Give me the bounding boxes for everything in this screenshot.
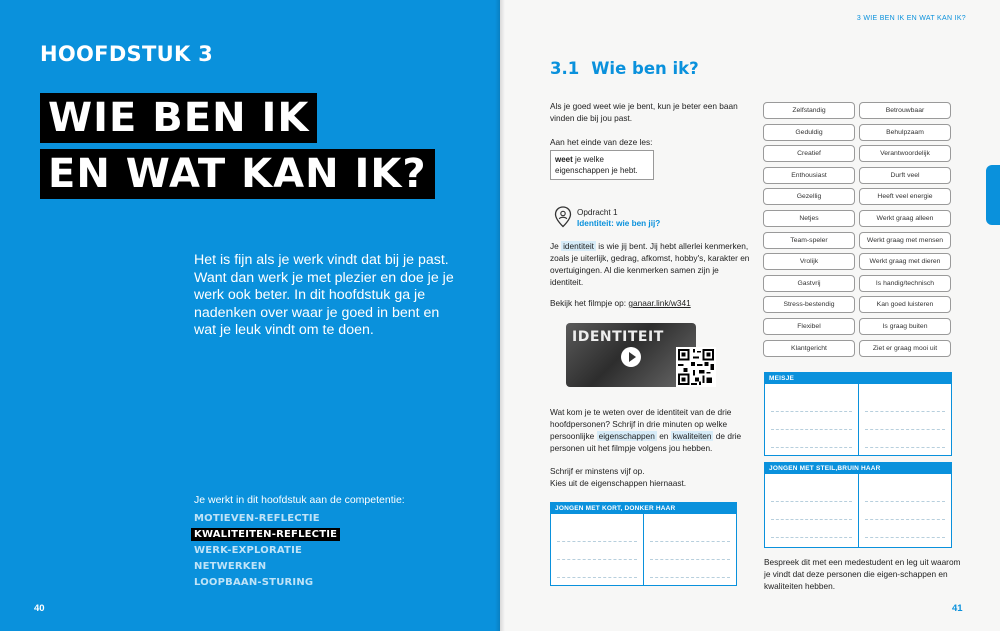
learning-goal-box (550, 150, 654, 180)
term-identiteit: identiteit (563, 241, 594, 251)
trait-chip: Betrouwbaar (859, 102, 951, 119)
page-tab-marker (986, 165, 1000, 225)
trait-chip: Gezellig (763, 188, 855, 205)
trait-chip: Klantgericht (763, 340, 855, 357)
section-number: 3.1 (550, 59, 580, 78)
question-paragraph: Wat kom je te weten over de identiteit van de drie hoofdpersonen? Schrijf in drie minuten op welke persoonlijke eigenschappen en kwaliteiten de drie personen uit het filmpje volgens jou hebben. (550, 407, 742, 453)
competence-item-active: KWALITEITEN-REFLECTIE (194, 527, 340, 543)
book-spine-shadow (495, 0, 505, 631)
competence-item: LOOPBAAN-STURING (194, 577, 314, 588)
goal-text: je welke eigenschappen je hebt. (555, 155, 638, 175)
trait-chip: Stress-bestendig (763, 296, 855, 313)
chapter-title-line-2: EN WAT KAN IK? (40, 149, 435, 199)
answer-column[interactable] (644, 514, 736, 585)
assignment-heading (577, 207, 660, 229)
trait-chip: Team-speler (763, 232, 855, 249)
trait-chip: Enthousiast (763, 167, 855, 184)
page-number-left: 40 (34, 603, 45, 614)
answer-table-jongen-kort (550, 502, 737, 586)
competence-item: WERK-EXPLORATIE (194, 545, 303, 556)
answer-column[interactable] (859, 384, 952, 455)
trait-chip: Verantwoordelijk (859, 145, 951, 162)
intro-paragraph: Als je goed weet wie je bent, kun je beter een baan vinden die bij jou past. (550, 101, 738, 123)
competence-item: MOTIEVEN-REFLECTIE (194, 513, 320, 524)
table-header: MEISJE (765, 373, 951, 384)
trait-chip: Werkt graag met mensen (859, 232, 951, 249)
trait-chip: Kan goed luisteren (859, 296, 951, 313)
trait-chip: Vrolijk (763, 253, 855, 270)
page-number-right: 41 (952, 603, 963, 614)
video-link[interactable]: ganaar.link/w341 (628, 298, 691, 308)
term-kwaliteiten: kwaliteiten (672, 431, 712, 441)
answer-column[interactable] (765, 474, 859, 547)
trait-chip: Behulpzaam (859, 124, 951, 141)
trait-chip: Geduldig (763, 124, 855, 141)
trait-chip: Netjes (763, 210, 855, 227)
qr-code-icon (676, 347, 716, 387)
running-head: 3 WIE BEN IK EN WAT KAN IK? (856, 15, 966, 22)
table-header: JONGEN MET STEIL,BRUIN HAAR (765, 463, 951, 474)
video-instruction: Bekijk het filmpje op: ganaar.link/w341 (550, 298, 691, 308)
trait-chip: Werkt graag alleen (859, 210, 951, 227)
discussion-paragraph: Bespreek dit met een medestudent en leg uit waarom je vindt dat deze personen die eigen-schappen en kwaliteiten hebben. (764, 557, 961, 591)
answer-table-jongen-steil (764, 462, 952, 548)
competence-item: NETWERKEN (194, 561, 267, 572)
answer-column[interactable] (765, 384, 859, 455)
trait-word-grid (763, 102, 951, 357)
assignment-label: Opdracht 1 (577, 208, 618, 217)
section-title (550, 59, 699, 78)
table-header: JONGEN MET KORT, DONKER HAAR (551, 503, 736, 514)
video-title: IDENTITEIT (572, 329, 664, 345)
play-icon[interactable] (621, 347, 641, 367)
trait-chip: Werkt graag met dieren (859, 253, 951, 270)
goal-keyword: weet (555, 155, 573, 164)
trait-chip: Creatief (763, 145, 855, 162)
trait-chip: Ziet er graag mooi uit (859, 340, 951, 357)
answer-column[interactable] (551, 514, 644, 585)
identity-paragraph: Je identiteit is wie jij bent. Jij hebt allerlei kenmerken, zoals je uiterlijk, gedrag, afkomst, hobby's, karakter en overtuigingen. Al die kenmerken samen zijn je identiteit. (550, 241, 750, 287)
chapter-intro: Het is fijn als je werk vindt dat bij je past. Want dan werk je met plezier en doe je je werk ook beter. In dit hoofdstuk ga je nadenken over waar je goed in bent en wat je leuk vindt om te doen. (194, 252, 454, 338)
assignment-pin-icon (554, 206, 572, 228)
trait-chip: Zelfstandig (763, 102, 855, 119)
chapter-title-line-1: WIE BEN IK (40, 93, 317, 143)
trait-chip: Gastvrij (763, 275, 855, 292)
answer-table-meisje (764, 372, 952, 456)
assignment-title: Identiteit: wie ben jij? (577, 219, 661, 228)
trait-chip: Durft veel (859, 167, 951, 184)
chapter-label: HOOFDSTUK 3 (40, 42, 214, 66)
competence-list (194, 511, 340, 591)
goal-intro: Aan het einde van deze les: (550, 137, 653, 147)
instruction-paragraph: Schrijf er minstens vijf op. Kies uit de eigenschappen hiernaast. (550, 466, 687, 488)
right-page (500, 0, 1000, 631)
section-title-text: Wie ben ik? (591, 59, 699, 78)
trait-chip: Heeft veel energie (859, 188, 951, 205)
trait-chip: Is graag buiten (859, 318, 951, 335)
competence-label: Je werkt in dit hoofdstuk aan de competentie: (194, 494, 405, 506)
term-eigenschappen: eigenschappen (598, 431, 655, 441)
trait-chip: Is handig/technisch (859, 275, 951, 292)
trait-chip: Flexibel (763, 318, 855, 335)
answer-column[interactable] (859, 474, 952, 547)
